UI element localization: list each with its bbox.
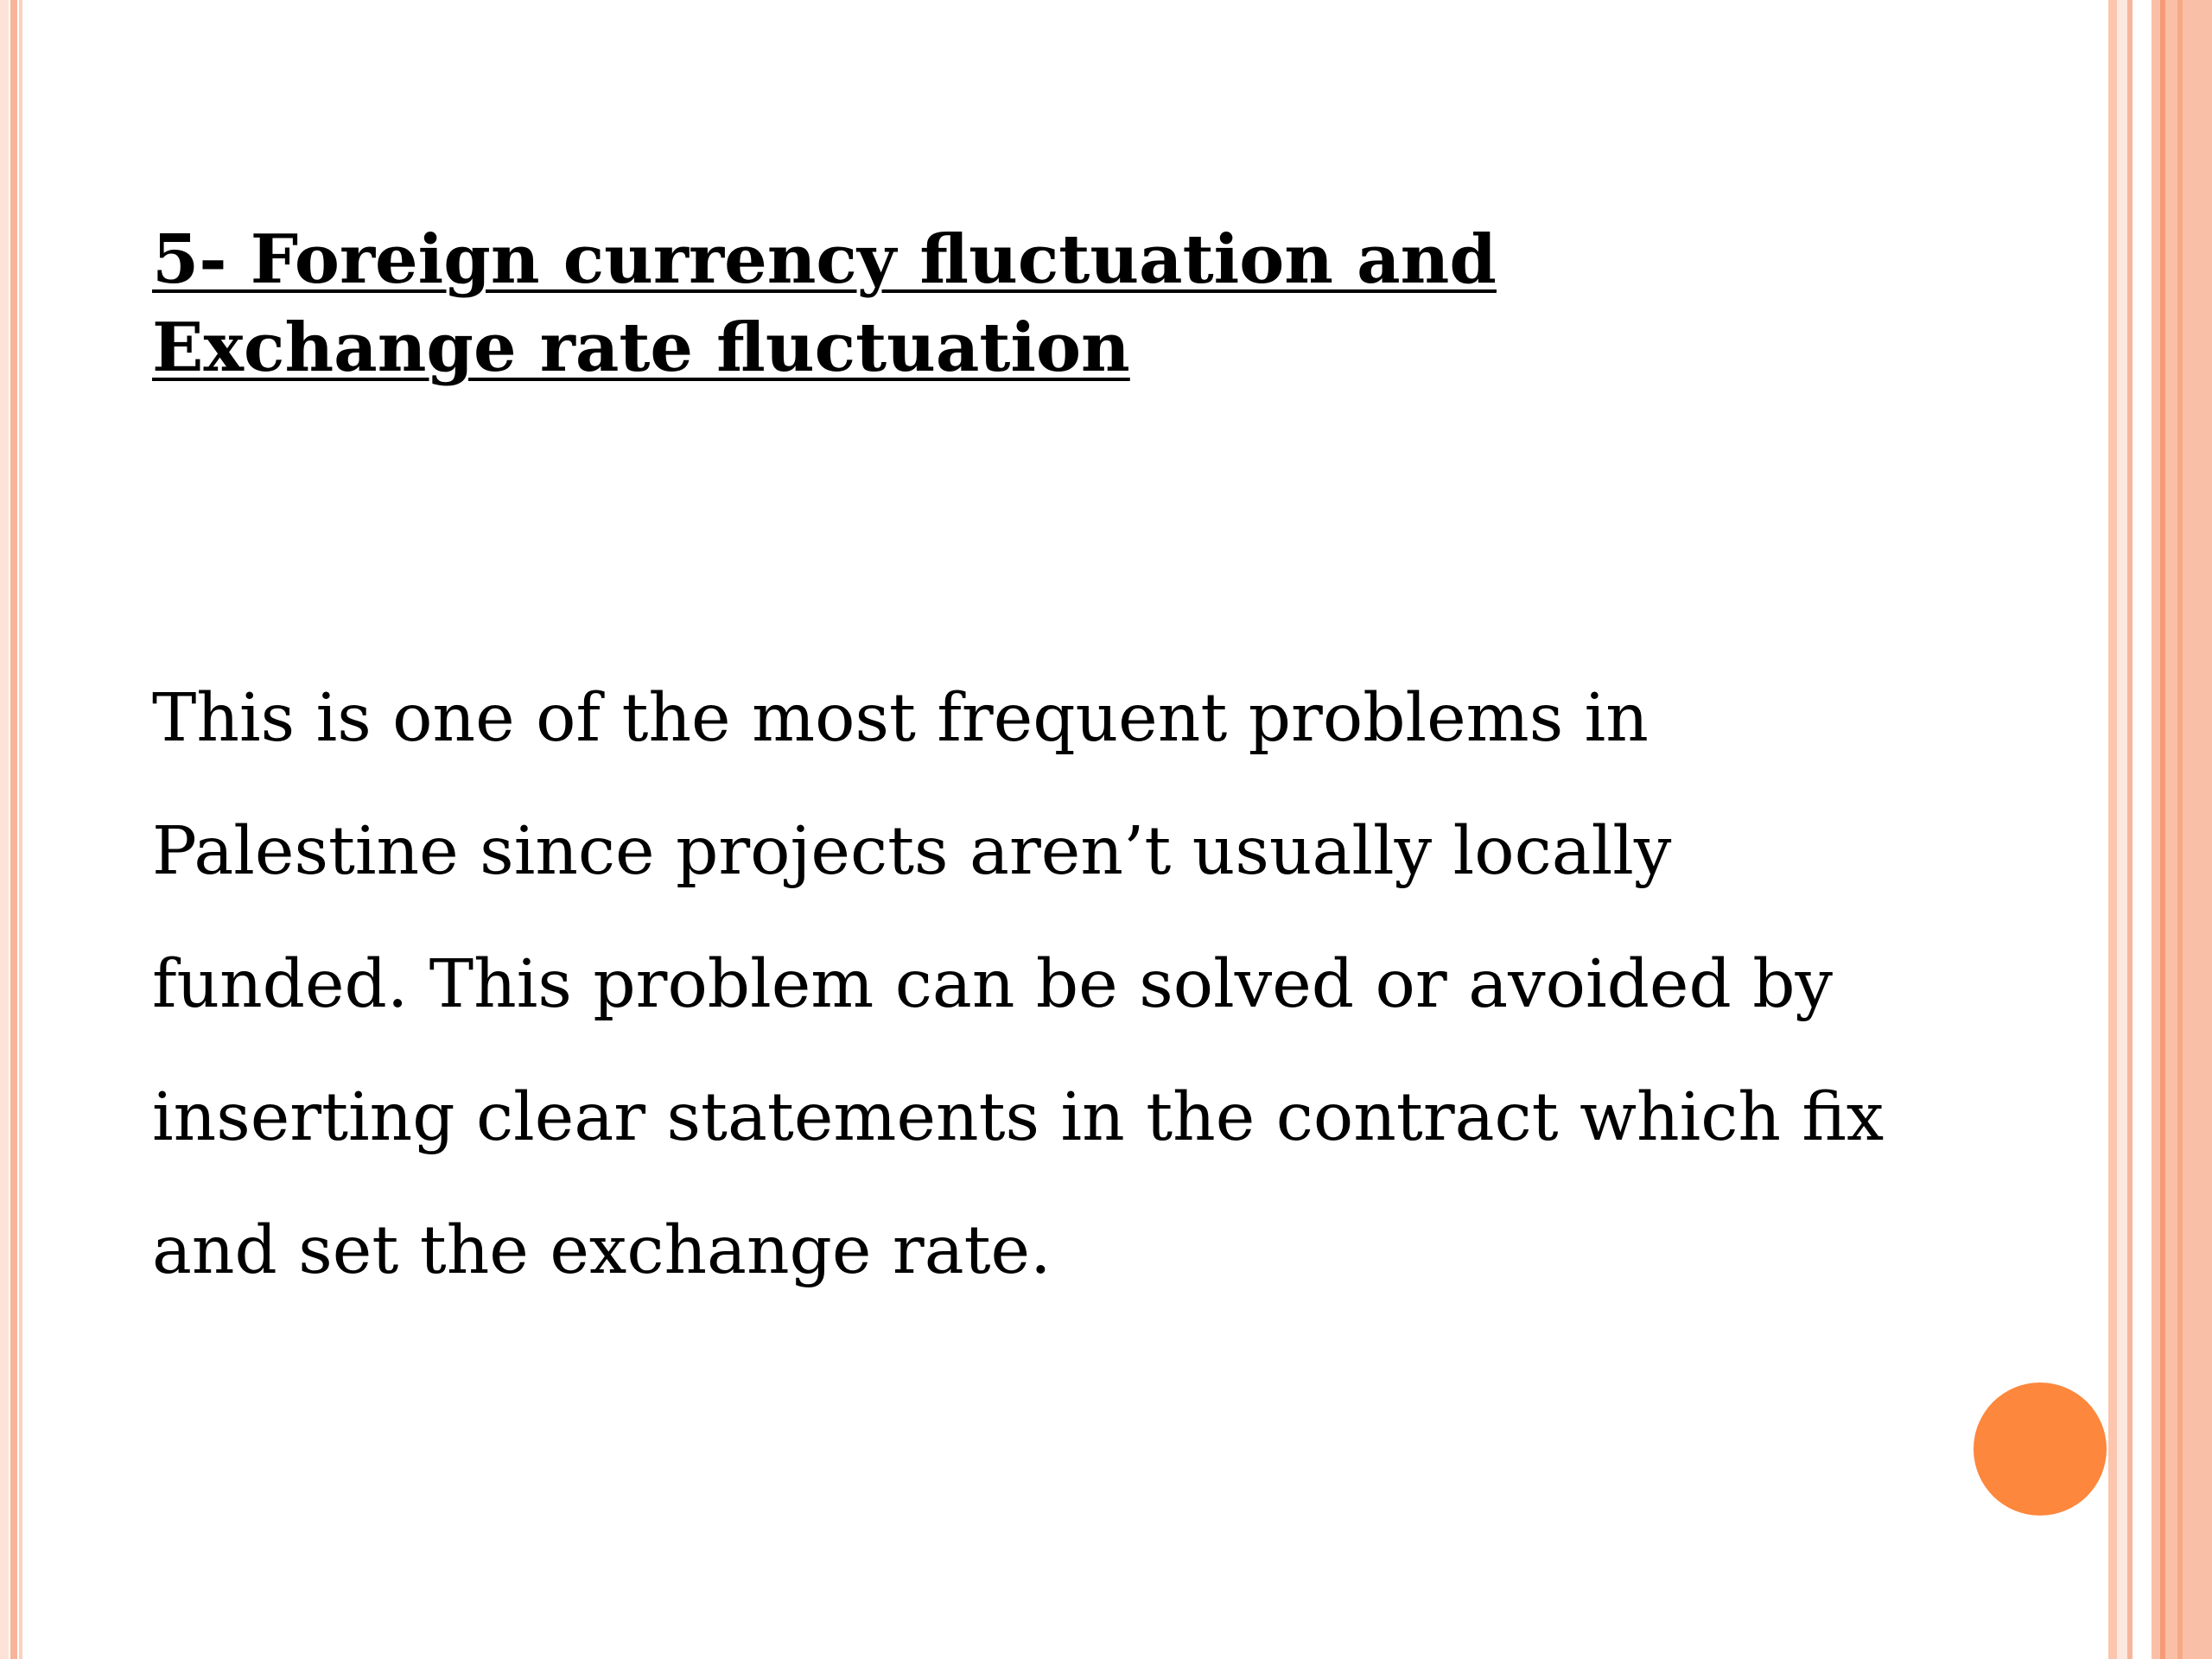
body-line: inserting clear statements in the contract which fix: [152, 1079, 1885, 1156]
left-border-decoration: [0, 0, 26, 1659]
right-border-stripe: [2160, 0, 2165, 1659]
left-border-stripe: [19, 0, 22, 1659]
body-line: Palestine since projects aren’t usually locally: [152, 813, 1672, 890]
right-border-stripe: [2108, 0, 2117, 1659]
left-border-stripe: [10, 0, 17, 1659]
right-border-stripe: [2133, 0, 2152, 1659]
right-border-decoration: [2108, 0, 2212, 1659]
slide-title-line: Exchange rate fluctuation: [152, 308, 1130, 387]
body-line: funded. This problem can be solved or avoided by: [152, 946, 1834, 1023]
slide-body-text: [152, 652, 2010, 1318]
left-border-stripe: [0, 0, 9, 1659]
body-line: and set the exchange rate.: [152, 1212, 1052, 1289]
right-border-stripe: [2177, 0, 2183, 1659]
slide-title: [152, 216, 1967, 392]
right-border-stripe: [2117, 0, 2127, 1659]
body-line: This is one of the most frequent problems in: [152, 680, 1649, 757]
orange-circle-icon: [1974, 1382, 2107, 1516]
slide-title-line: 5- Foreign currency fluctuation and: [152, 220, 1497, 299]
